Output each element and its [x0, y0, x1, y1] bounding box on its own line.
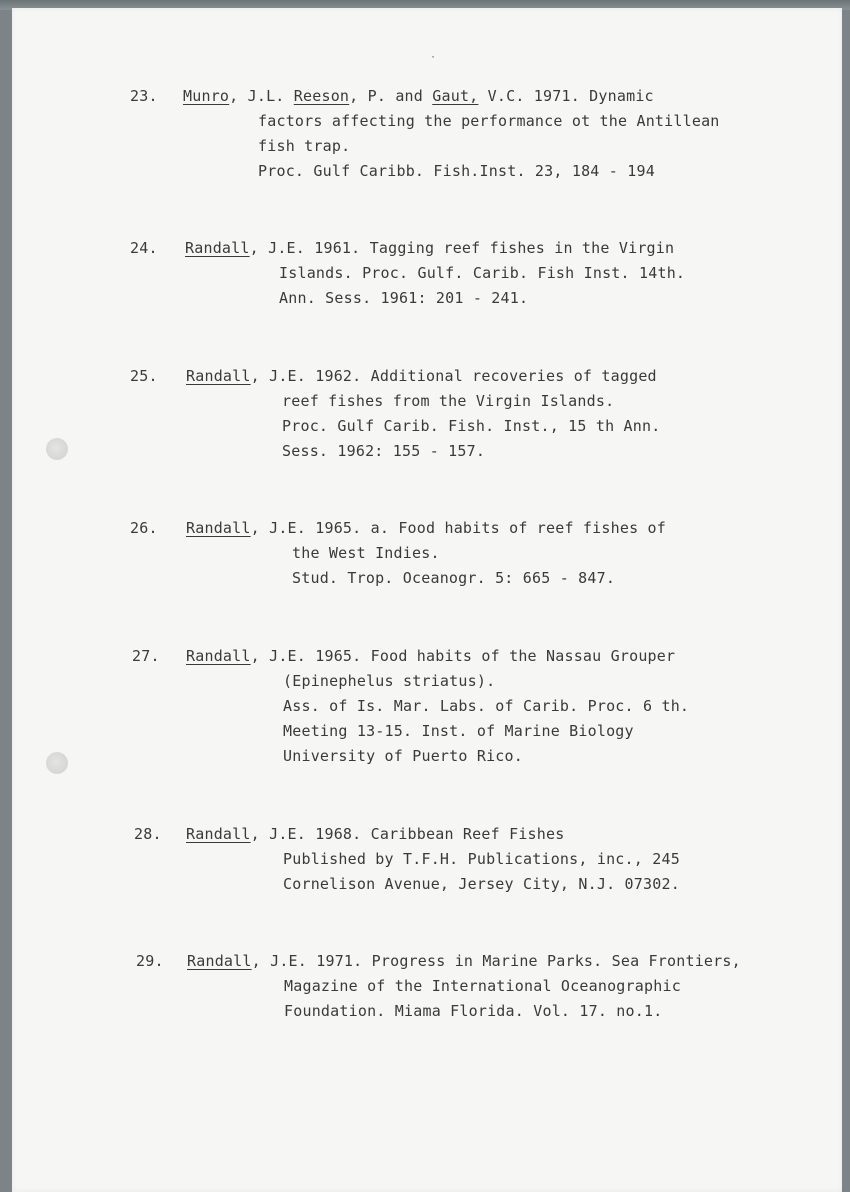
reference-line [282, 414, 660, 439]
reference-number: 24. [130, 239, 158, 257]
reference-number: 25. [130, 367, 158, 385]
reference-text: , J.E. 1961. Tagging reef fishes in the Virgin [249, 239, 675, 257]
reference-text: Islands. Proc. Gulf. Carib. Fish Inst. 14th. [279, 264, 686, 282]
author-surname: Randall [186, 825, 251, 843]
reference-text: Published by T.F.H. Publications, inc., 245 [283, 850, 680, 868]
reference-text: Foundation. Miama Florida. Vol. 17. no.1. [284, 1002, 663, 1020]
reference-text: Sess. 1962: 155 - 157. [282, 442, 486, 460]
reference-line [186, 822, 564, 847]
reference-line [284, 974, 681, 999]
reference-text: , P. and [349, 87, 433, 105]
author-surname: Randall [186, 647, 251, 665]
reference-text: reef fishes from the Virgin Islands. [282, 392, 615, 410]
reference-line [186, 644, 675, 669]
reference-line [283, 669, 495, 694]
reference-line [279, 286, 528, 311]
reference-text: Proc. Gulf Caribb. Fish.Inst. 23, 184 - 194 [258, 162, 655, 180]
reference-text: , J.L. [229, 87, 294, 105]
reference-line [258, 109, 720, 134]
reference-line [292, 566, 615, 591]
reference-text: Meeting 13-15. Inst. of Marine Biology [283, 722, 634, 740]
reference-text: Stud. Trop. Oceanogr. 5: 665 - 847. [292, 569, 616, 587]
reference-line [282, 439, 485, 464]
reference-line [283, 872, 680, 897]
reference-text: , J.E. 1962. Additional recoveries of tagged [250, 367, 657, 385]
reference-line [258, 134, 350, 159]
reference-line [292, 541, 440, 566]
reference-line [187, 949, 741, 974]
author-surname: Munro [183, 87, 230, 105]
reference-text: factors affecting the performance ot the Antillean [258, 112, 720, 130]
punch-hole-bottom [46, 752, 68, 774]
author-surname: Reeson [293, 87, 350, 105]
reference-number: 27. [132, 647, 160, 665]
reference-number: 23. [130, 87, 158, 105]
reference-text: , J.E. 1965. Food habits of the Nassau Grouper [250, 647, 676, 665]
author-surname: Randall [186, 367, 251, 385]
reference-text: Magazine of the International Oceanographic [284, 977, 681, 995]
reference-number: 26. [130, 519, 158, 537]
reference-line [183, 84, 654, 109]
reference-text: fish trap. [258, 137, 351, 155]
reference-line [185, 236, 674, 261]
reference-line [283, 719, 634, 744]
reference-line [283, 847, 680, 872]
reference-text: , J.E. 1965. a. Food habits of reef fishes of [250, 519, 667, 537]
document-page [12, 8, 842, 1192]
reference-text: Ann. Sess. 1961: 201 - 241. [279, 289, 529, 307]
reference-text: V.C. 1971. Dynamic [478, 87, 654, 105]
reference-line [258, 159, 655, 184]
author-surname: Randall [186, 519, 251, 537]
reference-line [279, 261, 685, 286]
reference-text: Proc. Gulf Carib. Fish. Inst., 15 th Ann. [282, 417, 661, 435]
punch-hole-top [46, 438, 68, 460]
reference-line [284, 999, 662, 1024]
reference-line [283, 694, 689, 719]
stray-mark: · [430, 52, 437, 63]
author-surname: Randall [185, 239, 250, 257]
reference-number: 28. [134, 825, 162, 843]
author-surname: Randall [187, 952, 252, 970]
reference-line [186, 516, 666, 541]
reference-text: , J.E. 1971. Progress in Marine Parks. Sea Frontiers, [251, 952, 741, 970]
author-surname: Gaut, [432, 87, 479, 105]
reference-text: Cornelison Avenue, Jersey City, N.J. 07302. [283, 875, 680, 893]
reference-text: University of Puerto Rico. [283, 747, 523, 765]
reference-line [283, 744, 523, 769]
reference-line [282, 389, 614, 414]
reference-text: , J.E. 1968. Caribbean Reef Fishes [250, 825, 565, 843]
reference-number: 29. [136, 952, 164, 970]
reference-text: (Epinephelus striatus). [283, 672, 496, 690]
reference-text: Ass. of Is. Mar. Labs. of Carib. Proc. 6 th. [283, 697, 690, 715]
reference-text: the West Indies. [292, 544, 440, 562]
reference-line [186, 364, 657, 389]
